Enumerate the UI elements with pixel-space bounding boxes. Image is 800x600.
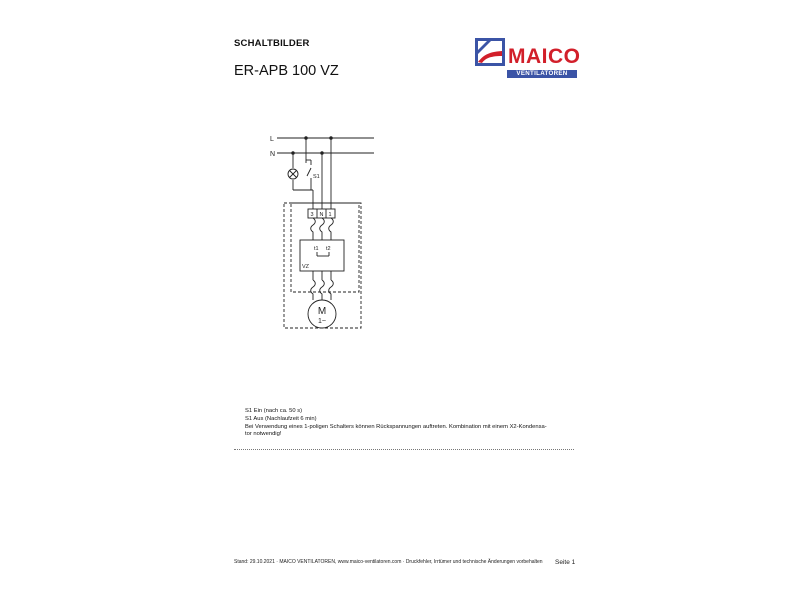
switch-label: S1 <box>313 174 320 180</box>
line-n-label: N <box>270 151 276 158</box>
maico-logo-tagline: VENTILATOREN <box>507 70 577 78</box>
section-title: SCHALTBILDER <box>234 38 310 49</box>
page-number: Seite 1 <box>555 559 576 566</box>
note-line: Bei Verwendung eines 1-poligen Schalters können Rückspannungen auftreten. Kombination mit einem X2-Kondensa- <box>245 423 547 430</box>
switch-s1 <box>307 168 311 176</box>
maico-logo-wordmark: MAICO <box>508 45 581 68</box>
motor-label: M <box>317 306 327 317</box>
terminal-label: 1 <box>328 212 332 218</box>
footer-text: Stand: 29.10.2021 · MAICO VENTILATOREN, www.maico-ventilatoren.com · Druckfehler, Irrtümer und technische Änderungen vorbehalten <box>234 559 543 565</box>
notes-block <box>245 408 580 439</box>
terminal-label: 3 <box>310 212 314 218</box>
line-l-label: L <box>270 136 274 143</box>
dotted-separator <box>234 449 574 450</box>
motor-phase-label: 1~ <box>318 318 326 325</box>
unit-boundary-inner <box>291 203 359 292</box>
note-line: tor notwendig! <box>245 431 282 438</box>
unit-label: VZ <box>302 264 310 270</box>
note-line: S1 Ein (nach ca. 50 s) <box>245 408 303 414</box>
timer-label-t1: t1 <box>314 246 319 252</box>
document-title: ER-APB 100 VZ <box>234 63 339 79</box>
note-line: S1 Aus (Nachlaufzeit 6 min) <box>245 415 317 422</box>
terminal-label: N <box>319 212 324 218</box>
timer-label-t2: t2 <box>326 246 331 252</box>
